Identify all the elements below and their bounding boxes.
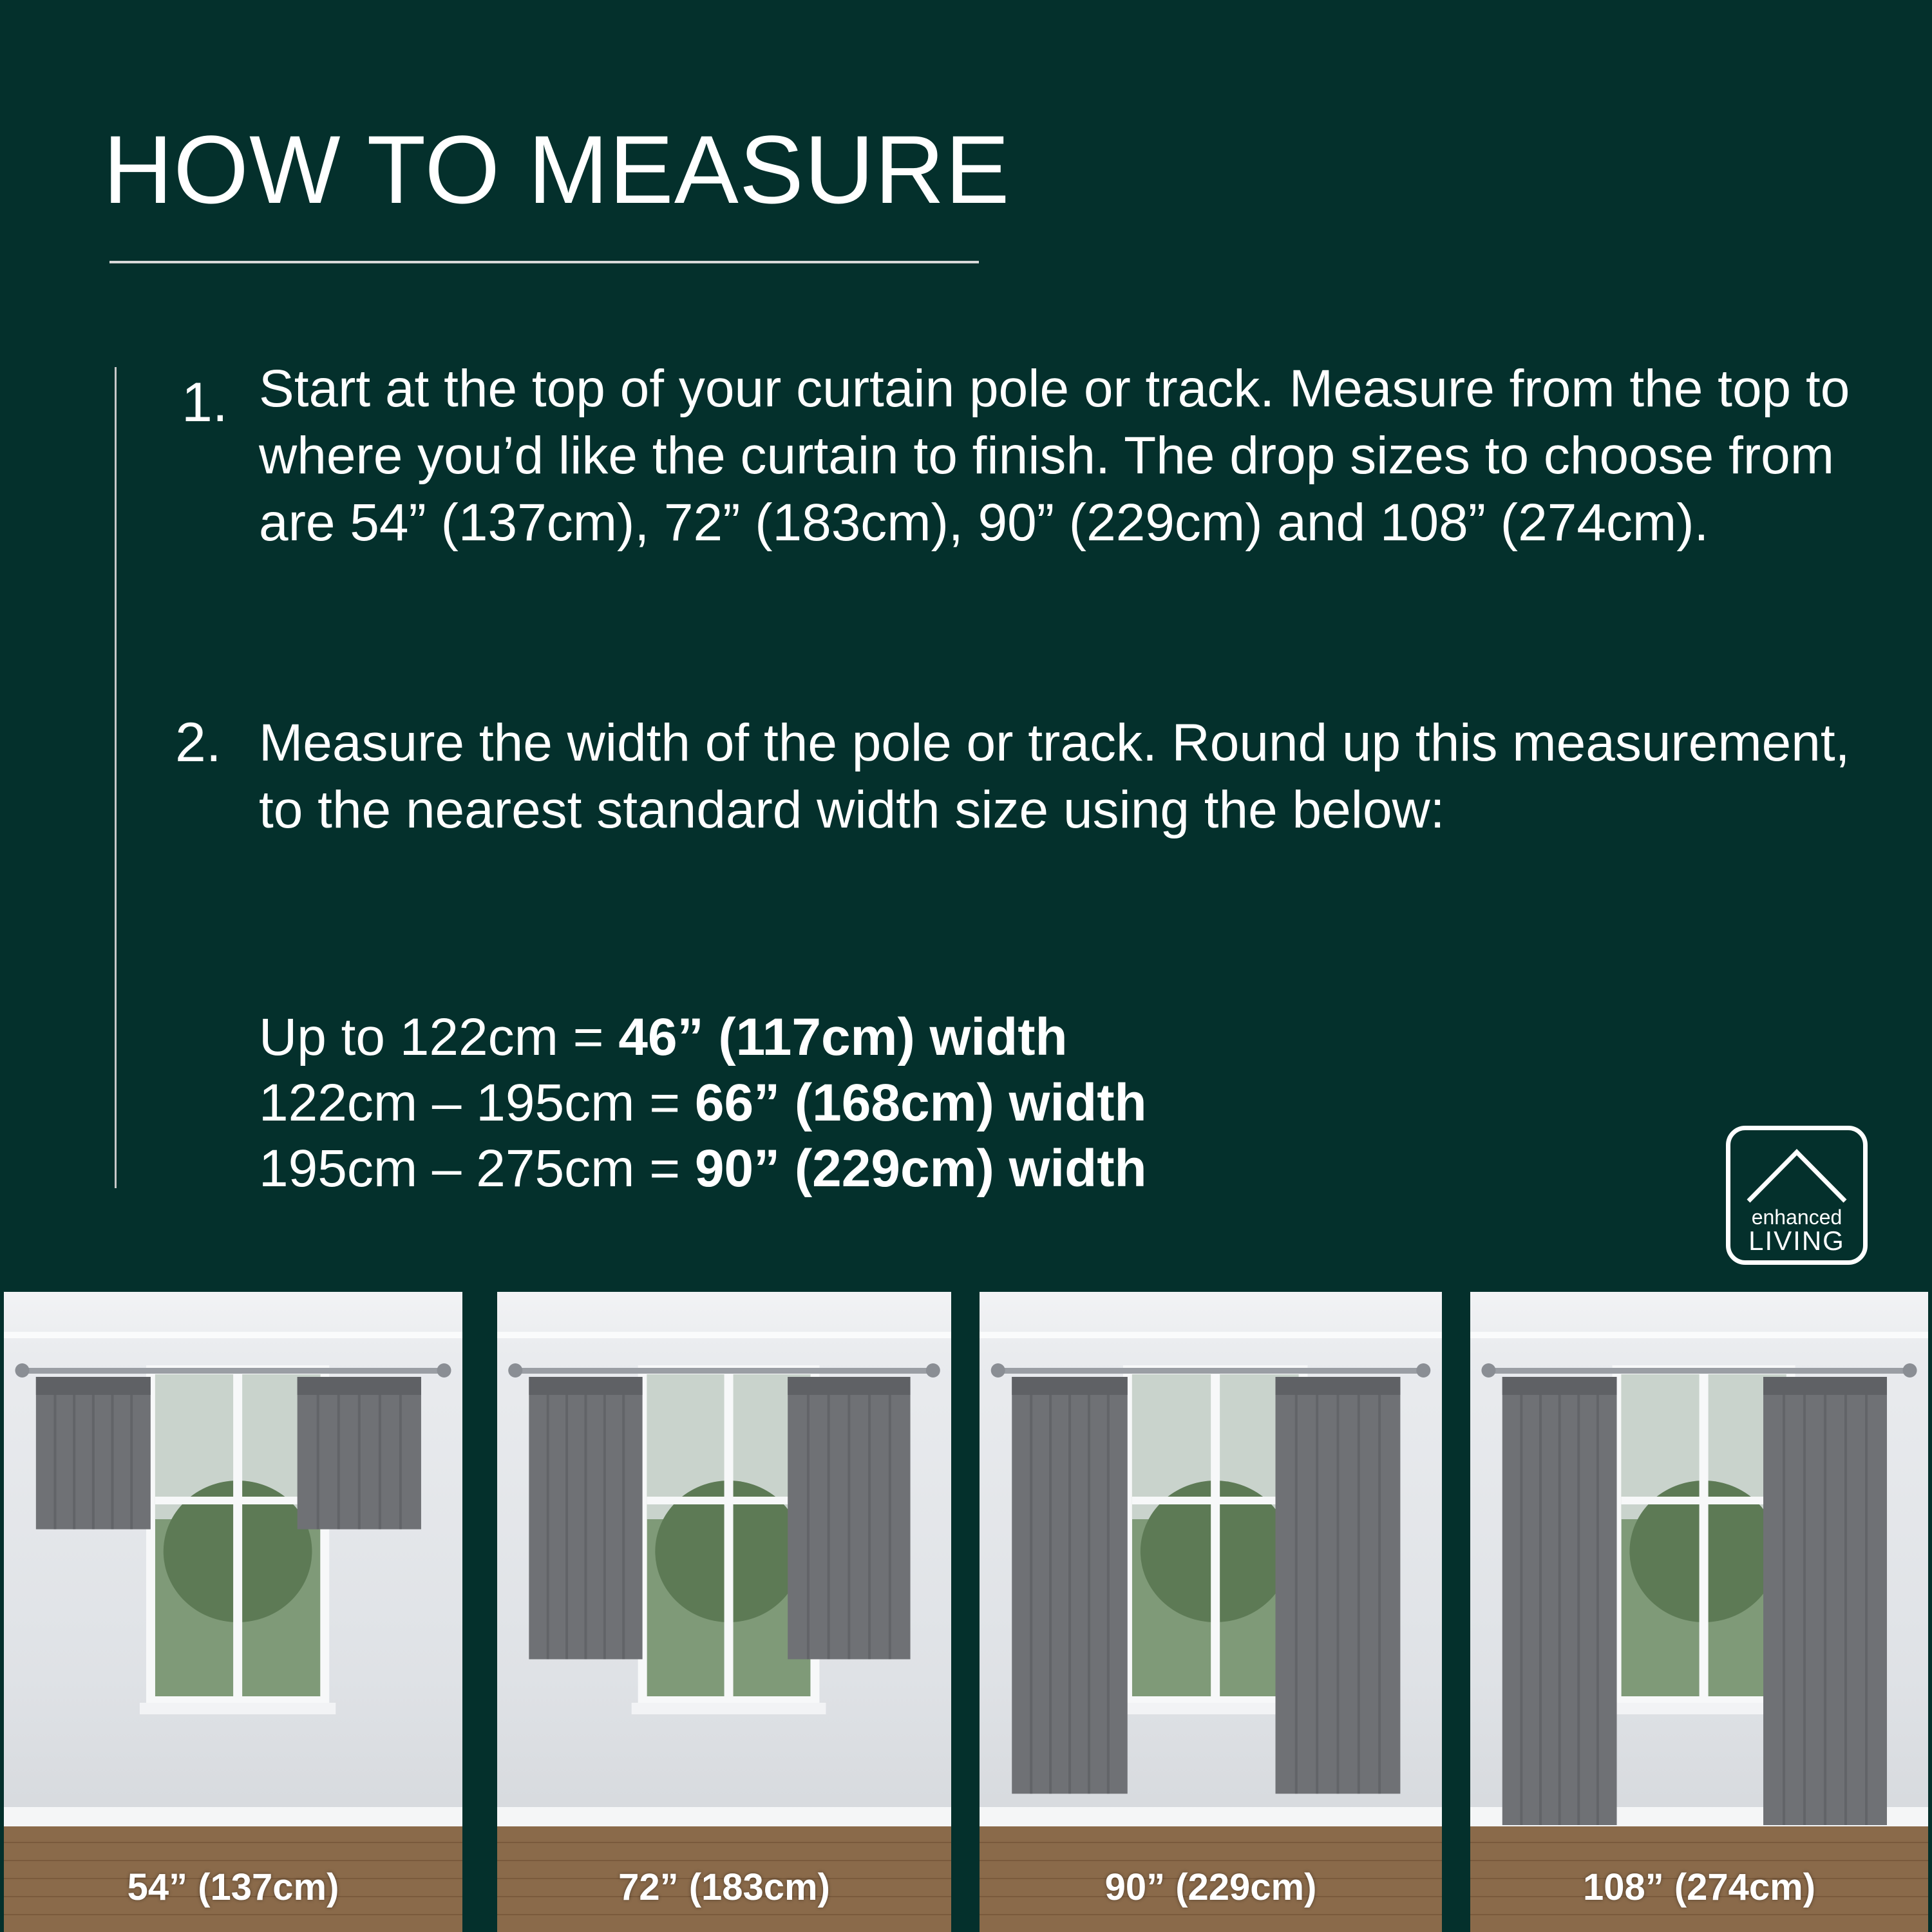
curtain-pencil-pleat-header [298,1377,421,1395]
logo-text-enhanced: enhanced [1751,1206,1842,1229]
curtain-pole [22,1368,444,1374]
pole-finial-right [1903,1363,1917,1378]
drop-size-label: 108” (274cm) [1582,1866,1816,1908]
drop-size-label: 54” (137cm) [127,1866,339,1908]
page-title: HOW TO MEASURE [103,115,1010,223]
window-transom [1132,1497,1298,1504]
curtain-pole [998,1368,1424,1374]
logo-text-living: LIVING [1748,1226,1845,1256]
skirting-board [980,1807,1442,1826]
curtain-pencil-pleat-header [529,1377,642,1395]
pole-finial-right [1416,1363,1430,1378]
width-size-row [259,1005,1147,1070]
curtain-pencil-pleat-header [1012,1377,1128,1395]
picture-rail [980,1332,1442,1338]
width-size-row [259,1136,1147,1202]
step-2-text: Measure the width of the pole or track. Round up this measurement, to the nearest standard width size using the below: [259,714,1850,839]
curtain-pencil-pleat-header [788,1377,910,1395]
curtain-scene-illustration [497,1292,951,1932]
width-size-range: 122cm – 195cm = [259,1074,695,1132]
drop-panel-108 [1470,1292,1928,1932]
pole-finial-left [508,1363,522,1378]
window-mullion [233,1374,242,1696]
picture-rail [1470,1332,1928,1338]
window-mullion [1211,1374,1220,1696]
picture-rail [497,1332,951,1338]
drop-panel-90 [980,1292,1442,1932]
pole-finial-right [437,1363,451,1378]
pole-finial-left [1481,1363,1495,1378]
steps-side-divider [115,367,117,1188]
window-transom [647,1497,811,1504]
width-size-row [259,1070,1147,1136]
window-transom [1622,1497,1786,1504]
width-size-value: 90” (229cm) width [694,1139,1147,1198]
window-transom [155,1497,320,1504]
pole-finial-left [15,1363,29,1378]
curtain-pencil-pleat-header [36,1377,151,1395]
title-divider [109,261,979,263]
window-mullion [1700,1374,1709,1696]
curtain-scene-illustration [4,1292,462,1932]
pole-finial-right [926,1363,940,1378]
curtain-pencil-pleat-header [1276,1377,1401,1395]
step-1-number: 1. [182,372,228,433]
window-sill [140,1703,336,1714]
curtain-pole [1488,1368,1909,1374]
width-size-list [259,1005,1147,1202]
width-size-value: 66” (168cm) width [694,1074,1147,1132]
skirting-board [4,1807,462,1826]
curtain-scene-illustration [980,1292,1442,1932]
house-roof-icon [1736,1138,1858,1209]
curtain-pole [515,1368,933,1374]
drop-size-label: 72” (183cm) [618,1866,830,1908]
curtain-pencil-pleat-header [1763,1377,1887,1395]
curtain-scene-illustration [1470,1292,1928,1932]
enhanced-living-logo [1726,1126,1868,1265]
pole-finial-left [991,1363,1005,1378]
picture-rail [4,1332,462,1338]
window-sill [632,1703,826,1714]
drop-panel-72 [497,1292,951,1932]
width-size-value: 46” (117cm) width [618,1008,1068,1066]
width-size-range: 195cm – 275cm = [259,1139,695,1198]
drop-panel-54 [4,1292,462,1932]
window-mullion [724,1374,734,1696]
skirting-board [497,1807,951,1826]
step-2-number: 2. [175,712,222,773]
step-1-text: Start at the top of your curtain pole or track. Measure from the top to where you’d like the curtain to finish. The drop sizes to choose from are 54” (137cm), 72” (183cm), 90” (229cm) and 108” (274cm). [259,359,1850,552]
curtain-pencil-pleat-header [1502,1377,1617,1395]
drop-size-label: 90” (229cm) [1104,1866,1317,1908]
width-size-range: Up to 122cm = [259,1008,619,1066]
